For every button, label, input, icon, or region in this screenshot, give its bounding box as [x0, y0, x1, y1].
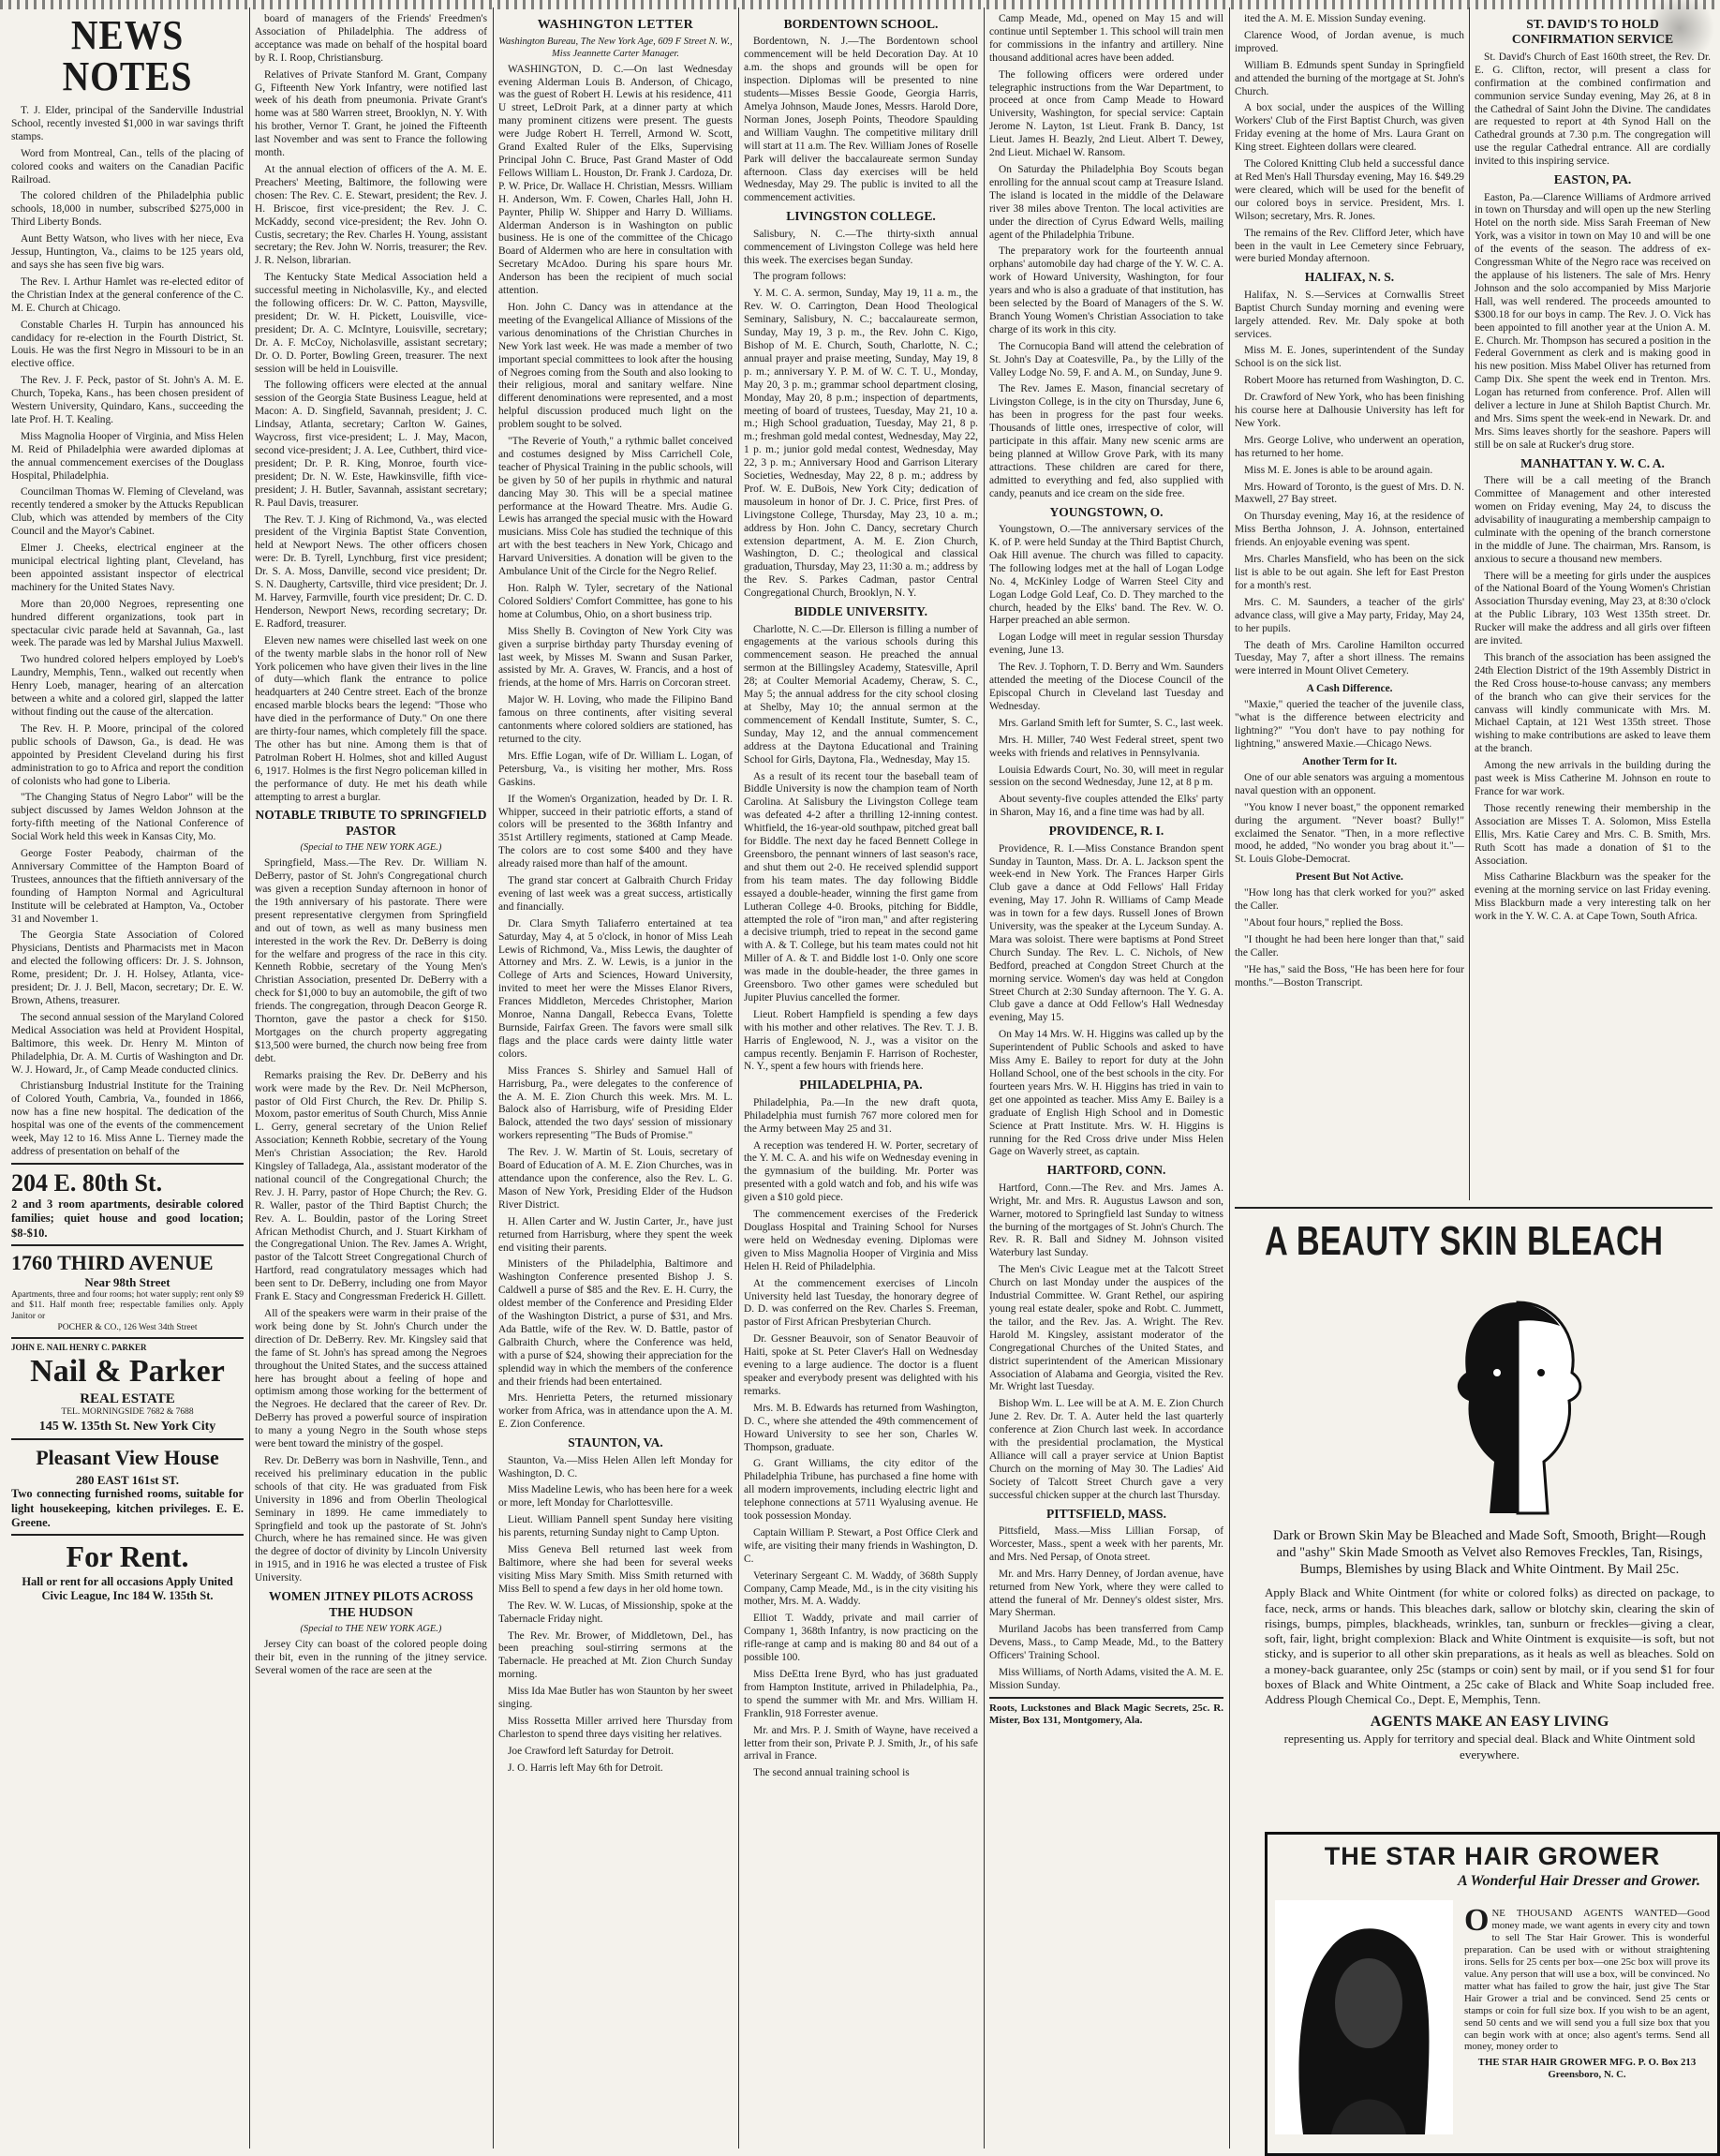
article-paragraph: St. David's Church of East 160th street, the Rev. Dr. E. G. Clifton, rector, will present a class for confirmation at the combined confirmation and communion service Sunday evening, May 26, at 8 in the Cathedral of Saint John the Divine. The candidates are requested to report at 4th Synod Hall on the Cathedral grounds at 7.30 p.m. The congregation will use the regular Cathedral entrance. All are cordially invited to this inspiring service.: [1475, 51, 1711, 168]
halifax-article: [1235, 290, 1464, 678]
article-paragraph: Philadelphia, Pa.—In the new draft quota, Philadelphia must furnish 767 more colored men for the Army between May 25 and 31.: [744, 1096, 978, 1135]
article-paragraph: There will be a meeting for girls under the auspices of the National Board of the Young Women's Christian Association Thursday evening, May 23, at 8:30 o'clock at the Public Library, 103 West 135th street. Dr. Rucker will make the address and all girls over fifteen are invited.: [1475, 570, 1711, 647]
article-paragraph: board of managers of the Friends' Freedmen's Association of Philadelphia. The address of acceptance was made on behalf of the hospital board by R. I. Roop, Christiansburg.: [255, 13, 487, 64]
article-paragraph: Youngstown, O.—The anniversary services of the K. of P. were held Sunday at the Third Baptist Church, Oak Hill avenue. The church was filled to capacity. The following lodges met at the hall of Logan Lodge No. 4, McKinley Lodge of Warren Steel City and Logan Lodge Gold Leaf, Co. D. They marched to the church, headed by the Elks' band. The Rev. W. O. Harper preached an able sermon.: [989, 524, 1223, 627]
hartford-article: [989, 1182, 1223, 1503]
article-paragraph: Miss Williams, of North Adams, visited the A. M. E. Mission Sunday.: [989, 1667, 1223, 1691]
philadelphia-headline: PHILADELPHIA, PA.: [799, 1078, 923, 1093]
article-paragraph: "I thought he had been here longer than that," said the Caller.: [1235, 933, 1464, 959]
article-paragraph: The Colored Knitting Club held a successful dance at Red Men's Hall Thursday evening, May 16. $49.29 were cleared, which will be used for the benefit of our colored boys in service. President, Mrs. I. Wilson; secretary, Mrs. R. Jones.: [1235, 158, 1464, 222]
article-paragraph: All of the speakers were warm in their praise of the work being done by St. John's Church under the direction of Dr. DeBerry. Rev. Mr. Kingsley said that the fame of St. John's has spread among the Negroes throughout the United States, and the success attained here has brought about a feeling of hope and optimism among those working for the betterment of the Negroes. He declared that the career of Rev. Dr. DeBerry has proved a powerful source of inspiration to many a young Negro in the South whose steps were bent toward the ministry of the gospel.: [255, 1308, 487, 1450]
article-paragraph: The Rev. Mr. Brower, of Middletown, Del., has been preaching soul-stirring sermons at the Tabernacle. He preached at Mt. Zion Church Sunday morning.: [498, 1629, 733, 1681]
column-7: [1475, 13, 1711, 1200]
article-paragraph: Dr. Gessner Beauvoir, son of Senator Beauvoir of Haiti, spoke at St. Peter Claver's Hall on Wednesday evening to a large audience. The doctor is a fluent speaker and everybody present was delighted with his remarks.: [744, 1333, 978, 1397]
article-paragraph: Joe Crawford left Saturday for Detroit.: [508, 1745, 675, 1757]
article-paragraph: Lieut. Robert Hampfield is spending a few days with his mother and other relatives. The Rev. T. J. B. Harris of Englewood, N. J., was a visitor on the campus recently. Benjamin F. Harrison of Rochester, N. Y., spent a few hours with friends here.: [744, 1008, 978, 1073]
another-term-article: [1235, 772, 1464, 867]
present-not-active-headline: Present But Not Active.: [1296, 871, 1403, 884]
article-paragraph: The remains of the Rev. Clifford Jeter, which have been in the vault in Lee Cemetery since February, were buried Monday afternoon.: [1235, 227, 1464, 265]
article-paragraph: Mr. and Mrs. P. J. Smith of Wayne, have received a letter from their son, Private P. J. Smith, Jr., of his safe arrival in France.: [744, 1724, 978, 1762]
article-paragraph: Lieut. William Pannell spent Sunday here visiting his parents, returning Sunday night to Camp Upton.: [498, 1514, 733, 1539]
hair-ad-text: [1464, 1903, 1710, 2081]
easton-article: [1475, 192, 1711, 453]
article-paragraph: The Rev. H. P. Moore, principal of the colored public schools of Dawson, Ga., is dead. He was appointed by President Cleveland during his first administration to go to Africa and report the condition of colonists who had gone to Liberia.: [11, 722, 244, 787]
article-paragraph: The Rev. J. W. Martin of St. Louis, secretary of Board of Education of A. M. E. Zion Churches, was in attendance upon the conference, also the Rev. L. G. Mason of New York, Presiding Elder of the Hudson River District.: [498, 1147, 733, 1211]
philadelphia-article: [744, 1097, 978, 1780]
article-paragraph: Miss Frances S. Shirley and Samuel Hall of Harrisburg, Pa., were delegates to the conference of the A. M. E. Zion Church this week. Mrs. M. L. Balock also of Harrisburg, wife of Presiding Elder Balock, attended the two days' session of missionary workers representing "The Buds of Promise.": [498, 1064, 733, 1142]
article-paragraph: J. O. Harris left May 6th for Detroit.: [508, 1762, 663, 1774]
column-rule: [738, 7, 739, 2149]
beauty-ad-body: [1265, 1527, 1714, 1762]
article-paragraph: Camp Meade, Md., opened on May 15 and will continue until September 1. This school will train men for commissions in the infantry and artillery. Nine thousand additional acres have been added.: [989, 13, 1223, 64]
jitney-headline: WOMEN JITNEY PILOTS ACROSS THE HUDSON: [268, 1589, 474, 1619]
bordentown-headline: BORDENTOWN SCHOOL.: [783, 17, 939, 31]
article-paragraph: At the annual election of officers of the A. M. E. Preachers' Meeting, Baltimore, the following were chosen: The Rev. C. E. Stewart, president; the Rev. J. H. Briscoe, first vice-president; the Rev. J. C. McKaddy, second vice-president; the Rev. John O. Custis, secretary; the Rev. Charles H. Young, assistant secretary; the Rev. John W. Norris, treasurer; the Rev. J. R. Nelson, librarian.: [255, 163, 487, 267]
ad3-names: JOHN E. NAIL HENRY C. PARKER: [11, 1343, 147, 1353]
ad5-body: Hall or rent for all occasions Apply United Civic League, Inc 184 W. 135th St.: [22, 1574, 233, 1603]
hair-ad-body: NE THOUSAND AGENTS WANTED—Good money made, we want agents in every city and town to sell The Star Hair Grower. This is wonderful preparation. Can be used with or without straightening irons. Sells for 25 cents per box—one 25c box will prove its value. Any person that will use a box, will be convinced. No matter what has failed to grow the hair, just give The Star Hair Grower a trial and be convinced. Send 25 cents or stamps or coin for full size box. If you wish to be an agent, send 50 cents and we will send you a full size box that you can begin work with at once; also agent's terms. Send all money, money order to: [1464, 1908, 1710, 2053]
article-paragraph: The Rev. J. Tophorn, T. D. Berry and Wm. Saunders attended the meeting of the Diocese Council of the Episcopal Church in Cleveland last Tuesday and Wednesday.: [989, 662, 1223, 712]
article-paragraph: Among the new arrivals in the building during the past week is Miss Catherine M. Johnson en route to France for war work.: [1475, 760, 1711, 797]
column-2: [255, 13, 487, 2147]
st-davids-article: [1475, 52, 1711, 169]
article-paragraph: The colored children of the Philadelphia public schools, 18,000 in number, subscribed $275,000 in Third Liberty Bonds.: [11, 190, 244, 229]
article-paragraph: The second annual training school is: [753, 1767, 910, 1779]
article-paragraph: Miss Catharine Blackburn was the speaker for the evening at the morning service on last Friday evening. Miss Blackburn made a very interesting talk on her work in the Y. W. C. A. at Cape Town, South Africa.: [1475, 871, 1711, 923]
column-rule: [1469, 7, 1470, 1200]
article-paragraph: WASHINGTON, D. C.—On last Wednesday evening Alderman Louis B. Anderson, of Chicago, was the guest of Robert H. Lewis at his residence, 411 U street, LeDroit Park, at a dinner party at which many prominent citizens were present. The guests were Judge Robert H. Terrell, Armond W. Scott, Grand Exalted Ruler of the Elks, Supervising Principal John C. Bruce, Past Grand Master of Odd Fellows William L. Houston, Dr. Frank J. Cardoza, Dr. P. W. Price, Dr. Wallace H. Christian, Messrs. William H. Anderson, Wm. F. Cowen, Charles Hall, John H. Paynter, Philip W. Shipper and Harry D. Williams. Alderman Anderson is in Washington on public business. He is one of the committee of the Chicago Board of Aldermen who are here in consultation with Secretary McAdoo. During his spare hours Mr. Anderson has been the recipient of much social attention.: [498, 63, 733, 297]
article-paragraph: George Foster Peabody, chairman of the Anniversary Committee of the Hampton Board of Trustees, announces that the fiftieth anniversary of the founding of Hampton Normal and Agricultural Institute will be celebrated at Hampton, Va., October 31 and November 1.: [11, 848, 244, 925]
ad4-address: 280 EAST 161st ST.: [75, 1472, 180, 1487]
hair-ad-title: THE STAR HAIR GROWER: [1324, 1842, 1661, 1870]
article-paragraph: Charlotte, N. C.—Dr. Ellerson is filling a number of engagements at the various schools during this commencement season. He preached the annual sermon at the Billingsley Academy, Statesville, April 28; at Coulter Memorial Academy, Cheraw, S. C., May 5; the annual address for the city school closing at Shelby, May 10; the annual sermon at the commencement of Kendall Institute, Sumter, S. C., Sunday, May 12, and the annual commencement address at the Daytona Educational and Training School for Girls, Daytona, Fla., Wednesday, May 15.: [744, 623, 978, 766]
livingston-article: [744, 229, 978, 601]
article-paragraph: The Kentucky State Medical Association held a successful meeting in Nicholasville, Ky., and elected the following officers: Dr. W. C. Patton, Maysville, president; Dr. W. H. Pickett, Louisville, vice-president; Dr. A. C. McIntyre, Louisville, secretary; Dr. A. F. McCoy, Nicholasville, assistant secretary; Dr. O. D. Porter, Bowling Green, treasurer. The next session will be held in Louisville.: [255, 272, 487, 375]
article-paragraph: Salisbury, N. C.—The thirty-sixth annual commencement of Livingston College was held here this week. The exercises began Sunday.: [744, 228, 978, 266]
ad-1760-third-avenue: [11, 1244, 244, 1333]
article-paragraph: Major W. H. Loving, who made the Filipino Band famous on three continents, after visiting several cantonments where colored soldiers are stationed, has returned to the city.: [498, 694, 733, 745]
jitney-byline: (Special to THE NEW YORK AGE.): [300, 1623, 442, 1634]
column-rule: [249, 7, 250, 2149]
article-paragraph: Miss Ida Mae Butler has won Staunton by her sweet singing.: [498, 1686, 733, 1711]
article-paragraph: Miss Shelly B. Covington of New York City was given a surprise birthday party Thursday evening of last week, by Misses M. Swann and Susan Parker, assisted by Mr. A. Graves, W. Francis, and a host of friends, at the home of Mrs. Harris on Corcoran street.: [498, 625, 733, 690]
ad-for-rent: [11, 1534, 244, 1603]
ad2-subheading: Near 98th Street: [84, 1275, 171, 1290]
article-paragraph: Clarence Wood, of Jordan avenue, is much improved.: [1235, 29, 1464, 54]
article-paragraph: Staunton, Va.—Miss Helen Allen left Monday for Washington, D. C.: [498, 1454, 733, 1479]
article-paragraph: Providence, R. I.—Miss Constance Brandon spent Sunday in Taunton, Mass. Dr. A. L. Jackson spent the week-end in New York. The Frances Harper Girls Club gave a dance at Odd Fellows' Hall Friday evening, May 17. John R. Williams of Camp Meade was in town for a few days. Russell Jones of Brown University, was the speaker at the Lyceum Sunday. A. Mara was soloist. There were baptisms at Pond Street Church Sunday. The Rev. L. C. Nichols, of New Bedford, preached at Congdon Street Church at the morning service. Women's day was held at Congdon Street Church at 2:30 Sunday afternoon. The Y. G. A. Club gave a dance at Odd Fellow's Hall Wednesday evening, May 15.: [989, 842, 1223, 1024]
column-5: [989, 13, 1223, 2147]
article-paragraph: Councilman Thomas W. Fleming of Cleveland, was recently tendered a smoker by the Attucks Republican Club, which was attended by members of the City Council and the Mayor's Cabinet.: [11, 486, 244, 538]
article-paragraph: The Rev. T. J. King of Richmond, Va., was elected president of the Virginia Baptist State Convention, held at Newport News. The other officers chosen were: Dr. B. Tyrell, Lynchburg, first vice president; Dr. S. A. Moss, Danville, second vice president; Dr. S. N. Daugherty, Cartsville, third vice president; Dr. J. M. Harvey, Farmville, fourth vice president; Dr. C. D. Henderson, Newport News, recording secretary; Dr. E. Radford, treasurer.: [255, 513, 487, 630]
biddle-headline: BIDDLE UNIVERSITY.: [793, 604, 928, 619]
col6-articles: [1235, 13, 1464, 266]
article-paragraph: "The Changing Status of Negro Labor" will be the subject discussed by James Weldon Johnson at the forty-fifth meeting of the National Conference of Social Work held this week in Kansas City, Mo.: [11, 792, 244, 843]
ad4-heading: Pleasant View House: [36, 1445, 219, 1469]
article-paragraph: Hon. John C. Dancy was in attendance at the meeting of the Evangelical Alliance of Missions of the various denominations of the Christian Churches in New York last week. He was made a member of two important special committees to look after the housing of Negroes coming from the South and also looking to their religious, moral and sanitary welfare. Nine different denominations were represented, and a most helpful discussion produced much light on the problem sought to be solved.: [498, 301, 733, 431]
column-rule: [493, 7, 494, 2149]
ad-204-e-80th: [11, 1163, 244, 1241]
article-paragraph: The death of Mrs. Caroline Hamilton occurred Tuesday, May 7, after a short illness. The remains were interred in Mount Olivet Cemetery.: [1235, 639, 1464, 677]
article-paragraph: The Rev. W. W. Lucas, of Missionship, spoke at the Tabernacle Friday night.: [498, 1599, 733, 1625]
cash-difference-article: [1235, 699, 1464, 751]
woman-portrait-image: [1275, 1900, 1453, 2134]
jitney-article: [255, 1639, 487, 1678]
article-paragraph: Mrs. H. Miller, 740 West Federal street, spent two weeks with friends and relatives in Pennsylvania.: [989, 734, 1223, 759]
staunton-article: [498, 1455, 733, 1776]
beauty-ad-headline: Dark or Brown Skin May be Bleached and Made Soft, Smooth, Bright—Rough and "ashy" Skin Made Smooth as Velvet also Removes Freckles, Tan, Risings, Bumps, Blemishes by using Black and White Ointment. By Mail 25c.: [1273, 1528, 1706, 1578]
article-paragraph: Bishop Wm. L. Lee will be at A. M. E. Zion Church June 2. Rev. Dr. T. A. Auter held the last quarterly conference at Zion Church last week. In accordance with the presidential proclamation, the Mystical Alliance will call a prayer service at Union Baptist Church on the morning of May 30. The Ladies' Aid Society of Talcott Street Church gave a very successful chicken supper at the church last Thursday.: [989, 1398, 1223, 1501]
article-paragraph: The second annual session of the Maryland Colored Medical Association was held at Provident Hospital, Baltimore, this week. Dr. Henry M. Minton of Philadelphia, Dr. A. M. Curtis of Washington and Dr. W. J. Howard, Jr., of Camp Meade conducted clinics.: [11, 1011, 244, 1076]
article-paragraph: Hon. Ralph W. Tyler, secretary of the National Colored Soldiers' Comfort Committee, has gone to his home at Columbus, Ohio, on a short business trip.: [498, 583, 733, 620]
article-paragraph: Mr. and Mrs. Harry Denney, of Jordan avenue, have returned from New York, where they were called to attend the funeral of Mr. Denney's oldest sister, Mrs. Mary Sherman.: [989, 1568, 1223, 1619]
springfield-byline: (Special to THE NEW YORK AGE.): [300, 842, 442, 854]
article-paragraph: Mrs. Charles Mansfield, who has been on the sick list is able to be out again. She left for East Preston for a month's rest.: [1235, 554, 1464, 591]
article-paragraph: Miss Magnolia Hooper of Virginia, and Miss Helen M. Reid of Philadelphia were awarded diplomas at the annual commencement exercises of the Douglass Hospital, Philadelphia.: [11, 430, 244, 482]
bordentown-article: [744, 36, 978, 205]
article-paragraph: Relatives of Private Stanford M. Grant, Company G, Fifteenth New York Infantry, were notified last week of his death from pneumonia. Private Grant's home was at 580 Warren street, Brooklyn, N. Y. With his brother, Vernor T. Grant, he joined the Fifteenth last November and was sent to France the following month.: [255, 68, 487, 159]
article-paragraph: Miss M. E. Jones, superintendent of the Sunday School is on the sick list.: [1235, 345, 1464, 370]
hair-ad-subtitle: A Wonderful Hair Dresser and Grower.: [1457, 1873, 1700, 1889]
article-paragraph: Robert Moore has returned from Washington, D. C.: [1244, 375, 1464, 387]
article-paragraph: Dr. Clara Smyth Taliaferro entertained at tea Saturday, May 4, at 5 o'clock, in honor of Miss Leah Lewis of Richmond, Va., Miss Lewis, the daughter of Attorney and Mrs. Z. W. Lewis, is a junior in the College of Arts and Sciences, Howard University, invited to meet her were the Misses Elanor Rivers, Frances Middleton, Mercedes Christopher, Marion Monroe, Nanna Dangall, Rebecca Evans, Tolette Burnside, Fairfax Green. The favors were small silk flags and the place cards were dainty little water colors.: [498, 917, 733, 1060]
article-paragraph: Muriland Jacobs has been transferred from Camp Devens, Mass., to Camp Meade, Md., to the Battery Officers' Training School.: [989, 1624, 1223, 1662]
col2-articles: [255, 13, 487, 804]
ad4-body: Two connecting furnished rooms, suitable for light housekeeping, kitchen privileges. E. E. Greene.: [11, 1487, 244, 1529]
ad3-heading: Nail & Parker: [30, 1354, 225, 1390]
article-paragraph: A box social, under the auspices of the Willing Workers' Club of the First Baptist Church, was given Friday evening at the home of Mrs. Laura Grant on King street. Eighteen dollars were cleared.: [1235, 102, 1464, 154]
beauty-ad-title: A BEAUTY SKIN BLEACH: [1265, 1218, 1664, 1264]
hair-ad-footer: THE STAR HAIR GROWER MFG. P. O. Box 213 Greensboro, N. C.: [1477, 2057, 1697, 2081]
article-paragraph: The preparatory work for the fourteenth annual orphans' automobile day had charge of the Y. W. C. A. work of Howard University, Washington, for four years and who is also a graduate of that institution, has been selected by the Board of Managers of the S. W. Branch Young Women's Christian Association to take charge of its work in this city.: [989, 245, 1223, 335]
pittsfield-headline: PITTSFIELD, MASS.: [1046, 1506, 1166, 1521]
news-notes-title: NEWS NOTES: [62, 13, 193, 99]
article-paragraph: Mrs. Howard of Toronto, is the guest of Mrs. D. N. Maxwell, 27 Bay street.: [1235, 481, 1464, 506]
article-paragraph: Mrs. George Lolive, who underwent an operation, has returned to her home.: [1235, 434, 1464, 459]
hartford-headline: HARTFORD, CONN.: [1046, 1163, 1166, 1178]
article-paragraph: The program follows:: [753, 271, 847, 283]
ad-divider: [1235, 1207, 1713, 1209]
article-paragraph: The Men's Civic League met at the Talcott Street Church on last Monday under the auspices of the Industrial Committee. W. Grant Rethel, our aspiring young real estate dealer, spoke and Robt. C. Jummett, the tailor, and the Rev. Jas. A. Wright. The Rev. Harold M. Kingsley, assistant moderator of the Congregational Churches of the United States, and district superintendent of the American Missionary Association of Alabama and Georgia, visited the Rev. Mr. Wright last Tuesday.: [989, 1264, 1223, 1393]
manhattan-ywca-article: [1475, 475, 1711, 924]
another-term-headline: Another Term for It.: [1301, 755, 1398, 767]
article-paragraph: If the Women's Organization, headed by Dr. I. R. Whipper, succeed in their patriotic efforts, a stand of colors will be presented to the 368th Infantry and 351st Artillery regiments, stationed at Camp Meade. The colors are to cost some $400 and they have already raised more than half of the amount.: [498, 793, 733, 870]
col5-articles: [989, 13, 1223, 501]
article-paragraph: Halifax, N. S.—Services at Cornwallis Street Baptist Church Sunday morning and evening were largely attended. Rev. Mr. Daly spoke at both services.: [1235, 289, 1464, 340]
beauty-ad-agents-sub: representing us. Apply for territory and special deal. Black and White Ointment sold everywhere.: [1283, 1732, 1696, 1762]
article-paragraph: H. Allen Carter and W. Justin Carter, Jr., have just returned from Harrisburg, where they spent the week end visiting their parents.: [498, 1215, 733, 1254]
article-paragraph: T. J. Elder, principal of the Sanderville Industrial School, recently invested $1,000 in war savings thrift stamps.: [11, 105, 244, 142]
ad3-subheading: REAL ESTATE: [80, 1390, 175, 1406]
article-paragraph: Captain William P. Stewart, a Post Office Clerk and wife, are visiting their many friends in Washington, D. C.: [744, 1526, 978, 1565]
article-paragraph: Mrs. Henrietta Peters, the returned missionary worker from Africa, was in attendance upon the A. M. E. Zion Conference.: [498, 1392, 733, 1431]
article-paragraph: The commencement exercises of the Frederick Douglass Hospital and Training School for Nurses were held on Wednesday evening. Diplomas were given to Miss Magnolia Hooper of Virginia and Miss Helen H. Reid of Philadelphia.: [744, 1209, 978, 1272]
article-paragraph: Pittsfield, Mass.—Miss Lillian Forsap, of Worcester, Mass., spent a week with her parents, Mr. and Mrs. Ned Persap, of Onota street.: [989, 1525, 1223, 1563]
article-paragraph: The Rev. I. Arthur Hamlet was re-elected editor of the Christian Index at the general conference of the C. M. E. Church at Chicago.: [11, 275, 244, 314]
article-paragraph: Ministers of the Philadelphia, Baltimore and Washington Conference presented Bishop J. S. Caldwell a purse of $85 and the Rev. E. H. Curry, the oldest member of the Conference and Presiding Elder of the Washington District, a purse of $31, and Mrs. Ada Battle, wife of the Rev. W. D. Battle, pastor of Galbraith Church, where the Conference was held, with a purse of $24, showing their appreciation for the splendid way in which the members of the conference and their friends had been entertained.: [498, 1258, 733, 1388]
washington-bureau-line: Washington Bureau, The New York Age, 609 F Street N. W., Miss Jeannette Carter Manager.: [498, 37, 733, 59]
article-paragraph: Veterinary Sergeant C. M. Waddy, of 368th Supply Company, Camp Meade, Md., is in the city visiting his mother, Mrs. M. A. Waddy.: [744, 1569, 978, 1608]
article-paragraph: At the commencement exercises of Lincoln University held last Tuesday, the honorary degree of D. D. was conferred on the Rev. Charles S. Freeman, pastor of First African Presbyterian Church.: [744, 1277, 978, 1329]
springfield-headline: NOTABLE TRIBUTE TO SPRINGFIELD PASTOR: [255, 808, 487, 838]
article-paragraph: Elliot T. Waddy, private and mail carrier of Company 1, 368th Infantry, is now practicing on the rifle-range at camp and is making 80 and 84 out of a possible 100.: [744, 1613, 978, 1664]
two-faces-profile-image: [1424, 1284, 1611, 1518]
article-paragraph: This branch of the association has been assigned the 24th Election District of the 19th Assembly District in the Red Cross house-to-house canvass; any members of the branch who can give their services for the canvass will kindly communicate with Mrs. M. Michael Captain, at 121 West 135th street. Those wishing to make contributions are asked to leave them at the branch.: [1475, 651, 1711, 755]
article-paragraph: Miss Madeline Lewis, who has been here for a week or more, left Monday for Charlottesville.: [498, 1484, 733, 1509]
column-rule: [1229, 7, 1230, 2149]
ad2-body: Apartments, three and four rooms; hot water supply; rent only $9 and $11. Half month free; respectable families only. Apply Janitor or: [11, 1289, 244, 1322]
easton-headline: EASTON, PA.: [1553, 172, 1632, 187]
present-not-active-article: [1235, 887, 1464, 989]
ad2-footer: POCHER & CO., 126 West 34th Street: [57, 1322, 198, 1332]
article-paragraph: The Rev. J. F. Peck, pastor of St. John's A. M. E. Church, Topeka, Kans., has been chosen president of Western University, Quindaro, Kans., succeeding the late Prof. H. T. Kealing.: [11, 375, 244, 425]
article-paragraph: "He has," said the Boss, "He has been here for four months."—Boston Transcript.: [1235, 963, 1464, 989]
article-paragraph: Bordentown, N. J.—The Bordentown school commencement will be held Decoration Day. At 10 a.m. the shops and grounds will be open for inspection. Diplomas will be presented to nine students—Misses Bessie Goode, Georgia Harris, Amelya Johnson, Maude Jones, Messrs. Harold Dore, Norman Jones, Joseph Points, Theodore Spaulding and William Vaughn. The competitive military drill will start at 11 a.m. The Rev. William Jones of Roselle Park will deliver the baccalaureate sermon Sunday afternoon. Class day exercises will be held Wednesday, May 29. The public is invited to all the commencement activities.: [744, 36, 978, 204]
column-3: [498, 13, 733, 2147]
article-paragraph: Louisia Edwards Court, No. 30, will meet in regular session on the second Wednesday, June 12, at 8 p m.: [989, 764, 1223, 789]
article-paragraph: Remarks praising the Rev. Dr. DeBerry and his work were made by the Rev. Dr. Neil McPherson, pastor of Old First Church, the Rev. Dr. Philip S. Moxom, pastor emeritus of South Church, Miss Annie L. Gerry, general secretary of the Union Relief Association; Kenneth Robbie, secretary of the Young Men's Christian Association; the Rev. Harold Kingsley of Talladega, Ala., assistant moderator of the national council of the Congregational Church; the Rev. J. H. Parry, pastor of Hope Church; the Rev. G. R. Waller, pastor of the Third Baptist Church; the Rev. A. L. Bouldin, pastor of the Loring Street African Methodist Church, and J. Stuart Kirkham of the Congregational Union. The Rev. James A. Wright, pastor of the Talcott Street Congregational Church of Hartford, read congratulatory messages which had been sent to Dr. DeBerry, including one from Mayor Frank E. Stacy and Congressman Frederick H. Gillett.: [255, 1069, 487, 1303]
beauty-ad-agents: AGENTS MAKE AN EASY LIVING: [1370, 1714, 1609, 1731]
beauty-ad-text: Apply Black and White Ointment (for white or colored folks) as directed on package, to face, neck, arms or hands. This bleaches dark, sallow or blotchy skin, clearing the skin of risings, bumps, pimples, blackheads, wrinkles, tan, sunburn or freckles—giving a clear, soft, fair, light, bright complexion: Black and White Ointment is exquisite—is soft, but not sticky, and is superior to all other skin preparations, as it heals as well as bleaches. Sold on a money-back guarantee, only 25c (stamps or coin) sent by mail, or if you send $1 for four boxes of Black and White Ointment, a 25c cake of Black and White Soap included free. Address Plough Chemical Co., Dept. E, Memphis, Tenn.: [1265, 1585, 1714, 1707]
ad5-heading: For Rent.: [66, 1539, 189, 1574]
column-1: [11, 13, 244, 2147]
youngstown-headline: YOUNGSTOWN, O.: [1049, 504, 1164, 519]
article-paragraph: Easton, Pa.—Clarence Williams of Ardmore arrived in town on Thursday and will open up the new Sterling Hotel on the north side. Miss Sarah Freeman of New York, was a visitor in town on May 10 and will be one of the events of the season. The address of ex-Congressman White of the Negro race was received on the applause of his listeners. The sale of Mrs. Henry Johnson and the solo accompanied by Miss Marjorie Hall, was well rendered. The proceeds amounted to $300.18 for our boys in camp. The Rev. J. O. Vick has been appointed to fill another year at the Union A. M. E. Church. Mr. Thompson has secured a position in the Federal Government as clerk and is making good in his new position. Miss Mabel Oliver has returned from Camp Dix. She spent the week end in Trenton. Mrs. Logan has returned from conference. Prof. Allen will deliver a lecture in June at Shiloh Baptist Church. Mr. and Mrs. Sims spent the week-end in Newark. Dr. and Mrs. Sims leaves shortly for the seashore. Papers will still be on sale at Rucker's drug store.: [1475, 191, 1711, 451]
article-paragraph: "About four hours," replied the Boss.: [1244, 917, 1403, 929]
article-paragraph: Elmer J. Cheeks, electrical engineer at the municipal electrical lighting plant, Cleveland, has been appointed assistant inspector of electrical machinery for the United States Navy.: [11, 543, 244, 593]
article-paragraph: Aunt Betty Watson, who lives with her niece, Eva Jessup, Huntington, Va., claims to be 125 years old, and says she has seen five big wars.: [11, 233, 244, 271]
star-hair-grower-ad: [1265, 1832, 1720, 2156]
manhattan-ywca-headline: MANHATTAN Y. W. C. A.: [1520, 455, 1665, 470]
article-paragraph: Miss Geneva Bell returned last week from Baltimore, where she had been for several weeks visiting Miss Mary Smith. Miss Smith returned with Miss Bell to spend a few days in her old home town.: [498, 1544, 733, 1595]
article-paragraph: Miss M. E. Jones is able to be around again.: [1244, 464, 1433, 476]
halifax-headline: HALIFAX, N. S.: [1304, 270, 1395, 285]
ad-nail-parker: [11, 1337, 244, 1435]
article-paragraph: A reception was tendered H. W. Porter, secretary of the Y. M. C. A. and his wife on Wednesday evening in the gymnasium of the building. Mr. Porter was presented with a gold watch and fob, and his wife was given a $10 gold piece.: [744, 1139, 978, 1204]
article-paragraph: Miss Rossetta Miller arrived here Thursday from Charleston to spend three days visiting her relatives.: [498, 1715, 733, 1740]
article-paragraph: Dr. Crawford of New York, who has been finishing his course here at Dalhousie University has left for New York.: [1235, 392, 1464, 429]
article-paragraph: Mrs. C. M. Saunders, a teacher of the girls' advance class, will give a May party, Friday, May 24, to her pupils.: [1235, 596, 1464, 634]
column-6: [1235, 13, 1464, 1200]
article-paragraph: "The Reverie of Youth," a rythmic ballet conceived and costumes designed by Miss Carrichell Cole, teacher of Physical Training in the public schools, will be given by 50 of her pupils in rhythmic and natural dancing May 30. This will be a special matinee performance at the Howard Theatre. Mrs. Audie G. Lewis has arranged the special music with the Howard musicians. Miss Cole has studied the technique of this art with the best teachers in New York, Chicago and Harvard Universities. A donation will be given to the Ambulance Unit of the Circle for the Negro Relief.: [498, 436, 733, 578]
washington-letter-headline: WASHINGTON LETTER: [537, 18, 694, 32]
article-paragraph: There will be a call meeting of the Branch Committee of Management and other interested women on Friday evening, May 24, to discuss the advisability of inaugurating a membership campaign to culminate with the opening of the branch cornerstone in the middle of June. The chairman, Mrs. Ransom, is anxious to secure a thousand new members.: [1475, 475, 1711, 565]
article-paragraph: The grand star concert at Galbraith Church Friday evening of last week was a great success, artistically and financially.: [498, 875, 733, 913]
article-paragraph: Jersey City can boast of the colored people doing their bit, even in the running of the jitney service. Several women of the race are seen at the: [255, 1638, 487, 1676]
article-paragraph: Y. M. C. A. sermon, Sunday, May 19, 11 a. m., the Rev. W. O. Carrington, Dean Hood Theological Seminary, Salisbury, N. C.; baccalaureate sermon, Sunday, May 19, 3 p. m., the Rev. John C. Kigo, Bishop of M. E. Church, South, Charlotte, N. C.; annual prayer and praise meeting, Sunday, May 19, 8 p. m.; anniversary Y. P. M. of W. C. T. U., Monday, May 20, 3 p. m.; grammar school department closing, Monday, May 20, 8 p.m.; inspection of departments, meeting of board of trustees, Tuesday, May 21, 10 a. m.; High School graduation, Tuesday, May 21, 8 p. m.; freshman gold medal contest, Wednesday, May 22, 1 p. m.; junior gold medal contest, Wednesday, May 22, 3 p. m.; Anniversary Hood and Garrison Literary Societies, Wednesday, May 22, 8 p. m.; address by Prof. W. E. DuBois, New York City; dedication of mausoleum in honor of Dr. J. C. Price, first Pres. of Livingstone College, Thursday, May 23, 10 a. m.; address by Hon. John C. Dancy, secretary Church extension department, A. M. E. Zion Church, Washington, D. C.; theological and classical graduation, Thursday, May 23, 11:30 a. m.; address by the Rev. S. Parkes Cadman, pastor Central Congregational Church, Brooklyn, N. Y.: [744, 288, 978, 600]
article-paragraph: About seventy-five couples attended the Elks' party in Sharon, May 16, and a fine time was had by all.: [989, 794, 1223, 819]
article-paragraph: The Georgia State Association of Colored Physicians, Dentists and Pharmacists met in Macon and elected the following officers: Dr. J. S. Johnson, Rome, president; Dr. J. H. Holsey, Atlanta, vice-president; Dr. J. J. Bell, Macon, secretary; Dr. E. W. Brown, Athens, treasurer.: [11, 929, 244, 1006]
article-paragraph: G. Grant Williams, the city editor of the Philadelphia Tribune, has purchased a fine home with all modern improvements, including electric light and telephone connections at 5711 Wyalusing avenue. He took possession Monday.: [744, 1458, 978, 1523]
article-paragraph: Logan Lodge will meet in regular session Thursday evening, June 13.: [989, 632, 1223, 657]
washington-article: [498, 64, 733, 1433]
article-paragraph: On Thursday evening, May 16, at the residence of Miss Bertha Johnson, J. A. Johnson, entertained friends. An enjoyable evening was spent.: [1235, 511, 1464, 549]
livingston-headline: LIVINGSTON COLLEGE.: [786, 209, 936, 224]
article-paragraph: Constable Charles H. Turpin has announced his candidacy for re-election in the Fourth District, St. Louis. He was the first Negro in Missouri to be in an elective office.: [11, 319, 244, 370]
article-paragraph: Two hundred colored helpers employed by Loeb's Laundry, Memphis, Tenn., walked out recently when Henry Loeb, manager, hearing of an altercation between a white and a colored girl, slapped the latter without finding out the cause of the altercation.: [11, 654, 244, 718]
article-paragraph: Eleven new names were chiselled last week on one of the twenty marble slabs in the honor roll of New York policemen who have given their lives in the line of duty—which flank the entrance to police headquarters at 240 Centre street. Each of the bronze encased marble blocks bears the legend: "Those who have died in the performance of Duty." On one there are thirty-four names, which completely fill the space. The other has but nine. Among them is that of Patrolman Robert H. Holmes, shot and killed August 6, 1917. Holmes is the first Negro policeman killed in the performance of duty. He met his death while attempting to arrest a burglar.: [255, 634, 487, 803]
column-4: [744, 13, 978, 2147]
article-paragraph: ited the A. M. E. Mission Sunday evening.: [1244, 13, 1426, 24]
column-rule: [984, 7, 985, 2149]
providence-article: [989, 843, 1223, 1160]
article-paragraph: Mrs. Garland Smith left for Sumter, S. C., last week.: [999, 717, 1223, 729]
col1-articles: [11, 105, 244, 1159]
article-paragraph: "You know I never boast," the opponent remarked during the argument. "Never boast? Bully!" exclaimed the Senator. "Then, in a more reflective mood, he added, "No wonder you brag about it."—St. Louis Globe-Democrat.: [1235, 801, 1464, 866]
providence-headline: PROVIDENCE, R. I.: [1048, 824, 1164, 839]
article-paragraph: Mrs. Effie Logan, wife of Dr. William L. Logan, of Petersburg, Va., is visiting her mother, Mrs. Ross Gaskins.: [498, 750, 733, 788]
article-paragraph: Miss DeEtta Irene Byrd, who has just graduated from Hampton Institute, arrived in Philadelphia, Pa., to spend the summer with Mr. and Mrs. William H. Franklin, 918 Forrester avenue.: [744, 1669, 978, 1719]
article-paragraph: One of our able senators was arguing a momentous naval question with an opponent.: [1235, 771, 1464, 796]
article-paragraph: The Cornucopia Band will attend the celebration of St. John's Day at Coatesville, Pa., by the Lilly of the Valley Lodge No. 59, F. and A. M., on Sunday, June 9.: [989, 340, 1223, 379]
article-paragraph: Hartford, Conn.—The Rev. and Mrs. James A. Wright, Mr. and Mrs. R. Augustus Lawson and son, Warner, motored to Springfield last Sunday to witness the burning of the mortgages of St. John's Church. The Rev. R. R. Ball and Sidney M. Johnson visited Waterbury last Sunday.: [989, 1182, 1223, 1259]
article-paragraph: On May 14 Mrs. W. H. Higgins was called up by the Superintendent of Public Schools and asked to have Miss Amy E. Bailey to report for duty at the John Holland School, one of the best schools in the city. For fourteen years Mrs. W. H. Higgins has tried in vain to get one appointed as teacher. Miss Amy E. Bailey is a graduate of English High School and in Domestic Science at Pratt Institute. Mrs. W. H. Higgins is running for the Red Cross drive under Miss Helen Gage on Waverly street, as captain.: [989, 1029, 1223, 1158]
pittsfield-article: [989, 1525, 1223, 1693]
ad1-heading: 204 E. 80th St.: [11, 1168, 163, 1197]
article-paragraph: The following officers were ordered under telegraphic instructions from the War Department, to proceed at once from Camp Meade to Howard University, Washington, for special service: Captain Jerome N. Layton, 1st Lieut. Frank B. Dancy, 1st Lieut. James H. Beazly, 2nd Lieut. Albert T. Dewey, 2nd Lieut. Michael W. Ransom.: [989, 68, 1223, 159]
article-paragraph: Springfield, Mass.—The Rev. Dr. William N. DeBerry, pastor of St. John's Congregational church was given a reception Sunday afternoon in honor of the 19th anniversary of his pastorate. There were present representative clergymen from Springfield and out of town, as well as many business men interested in the work the Rev. Dr. DeBerry is doing for the welfare and progress of the race in this city. Kenneth Robbie, secretary of the Young Men's Christian Association, presented Dr. DeBerry with a check for $1,000 to buy an automobile, the gift of two friends. The congregation, through Deacon George R. Thornton, gave the pastor a check for $150. Mortgages on the church property aggregating $13,500 were burned, the church now being free from debt.: [255, 857, 487, 1064]
article-paragraph: Mrs. M. B. Edwards has returned from Washington, D. C., where she attended the 49th commencement of Howard University to see her son, Charles W. Thompson, graduate.: [744, 1402, 978, 1453]
article-paragraph: Word from Montreal, Can., tells of the placing of colored cooks and waiters on the Canadian Pacific Railroad.: [11, 147, 244, 186]
springfield-article: [255, 857, 487, 1585]
roots-ad: Roots, Luckstones and Black Magic Secrets, 25c. R. Mister, Box 131, Montgomery, Ala.: [989, 1697, 1223, 1728]
article-paragraph: "Maxie," queried the teacher of the juvenile class, "what is the difference between electricity and lightning?" "You don't have to pay nothing for lightning," answered Maxie.—Chicago News.: [1235, 699, 1464, 750]
ad2-heading: 1760 THIRD AVENUE: [11, 1250, 214, 1274]
ad3-telephone: TEL. MORNINGSIDE 7682 & 7688: [61, 1407, 194, 1418]
st-davids-headline: ST. DAVID'S TO HOLD CONFIRMATION SERVICE: [1511, 17, 1674, 47]
hair-ad-dropcap: O: [1464, 1903, 1490, 1938]
article-paragraph: As a result of its recent tour the baseball team of Biddle University is now the champion team of North Carolina. At Salisbury the Livingston College team was defeated 4-2 after a thrilling 12-inning contest. Whitfield, the 16-year-old southpaw, pitched great ball for Biddle. The next day he faced Bennett College in Greensboro, the pennant winners of last season's race, and shut them out 2-0. He received splendid support from his team mates. The day following Biddle essayed a double-header, winning the first game from Lutheran College 4-0. Brooks, pitching for Biddle, attempted the role of "iron man," and after registering a decisive triumph, tried to repeat in the second game with A. & T. College, but his team mates could not hit Miller of A. & T. and Biddle lost 1-0. Only one score was made in the double-header, the three games in Greensboro. Two other games were scheduled but Jupiter Pluvius cancelled the former.: [744, 770, 978, 1004]
ad1-body: 2 and 3 room apartments, desirable colored families; quiet house and good location; $8-$10.: [11, 1197, 244, 1240]
ink-stain: [0, 0, 1720, 9]
staunton-headline: STAUNTON, VA.: [568, 1435, 663, 1450]
article-paragraph: Rev. Dr. DeBerry was born in Nashville, Tenn., and received his preliminary education in the public schools of that city. He was graduated from Fisk University in 1896 and from Oberlin Theological Seminary in 1899. He came immediately to Springfield and took up the pastorate of St. John's Church, where he has remained since. He was given the degree of doctor of divinity by Lincoln University in 1915, and in 1916 he was elected a trustee of Fisk University.: [255, 1454, 487, 1584]
article-paragraph: On Saturday the Philadelphia Boy Scouts began enrolling for the annual scout camp at Treasure Island. The island is located in the middle of the Delaware river 38 miles above Trenton. The local activities are under the direction of Cyrus Edward Wells, mailing agent of the Philadelphia Tribune.: [989, 163, 1223, 241]
article-paragraph: Those recently renewing their membership in the Association are Misses T. A. Solomon, Miss Estella Ellis, Mrs. Katie Carey and Mrs. C. B. Smith, Mrs. Ruth Scott has made a donation of $1 to the Association.: [1475, 802, 1711, 867]
article-paragraph: The following officers were elected at the annual session of the Georgia State Business League, held at Macon: A. D. Singfield, Savannah, president; J. C. Lindsay, Atlanta, secretary; Carlton W. Gaines, Waycross, first vice-president; L. J. May, Macon, second vice-president; J. A. Lee, Cuthbert, third vice-president; Dr. P. R. King, Monroe, fourth vice-president; Dr. N. W. Este, Hawkinsville, fifth vice-president; J. H. Butler, Savannah, assistant secretary; R. Paul Davis, treasurer.: [255, 379, 487, 509]
ad3-address: 145 W. 135th St. New York City: [38, 1419, 216, 1434]
biddle-article: [744, 624, 978, 1075]
article-paragraph: More than 20,000 Negroes, representing one hundred different organizations, took part in spectacular civic parade held at Savannah, Ga., last week. The parade was led by Marshal Julius Maxwell.: [11, 598, 244, 649]
youngstown-article: [989, 524, 1223, 820]
article-paragraph: Christiansburg Industrial Institute for the Training of Colored Youth, Cambria, Va., founded in 1866, now has a fine new hospital. The dedication of the hospital was one of the events of the commencement week, May 12 to 16. Miss Anne L. Tierney made the address of presentation on behalf of the: [11, 1080, 244, 1157]
cash-difference-headline: A Cash Difference.: [1306, 683, 1393, 695]
ad-pleasant-view-house: [11, 1438, 244, 1530]
article-paragraph: The Rev. James E. Mason, financial secretary of Livingston College, is in the city on Thursday, June 6, has been in progress for the past four weeks. Thousands of little ones, irrespective of color, will participate in this affair. Many new scenic arms are being planned at Willow Grove Park, with its many attractions. These children are cared for there, admitted to everything and fed, also supplied with candy, peanuts and ice cream on the side free.: [989, 383, 1223, 499]
article-paragraph: "How long has that clerk worked for you?" asked the Caller.: [1235, 887, 1464, 913]
article-paragraph: William B. Edmunds spent Sunday in Springfield and attended the burning of the mortgage at St. John's Church.: [1235, 59, 1464, 97]
